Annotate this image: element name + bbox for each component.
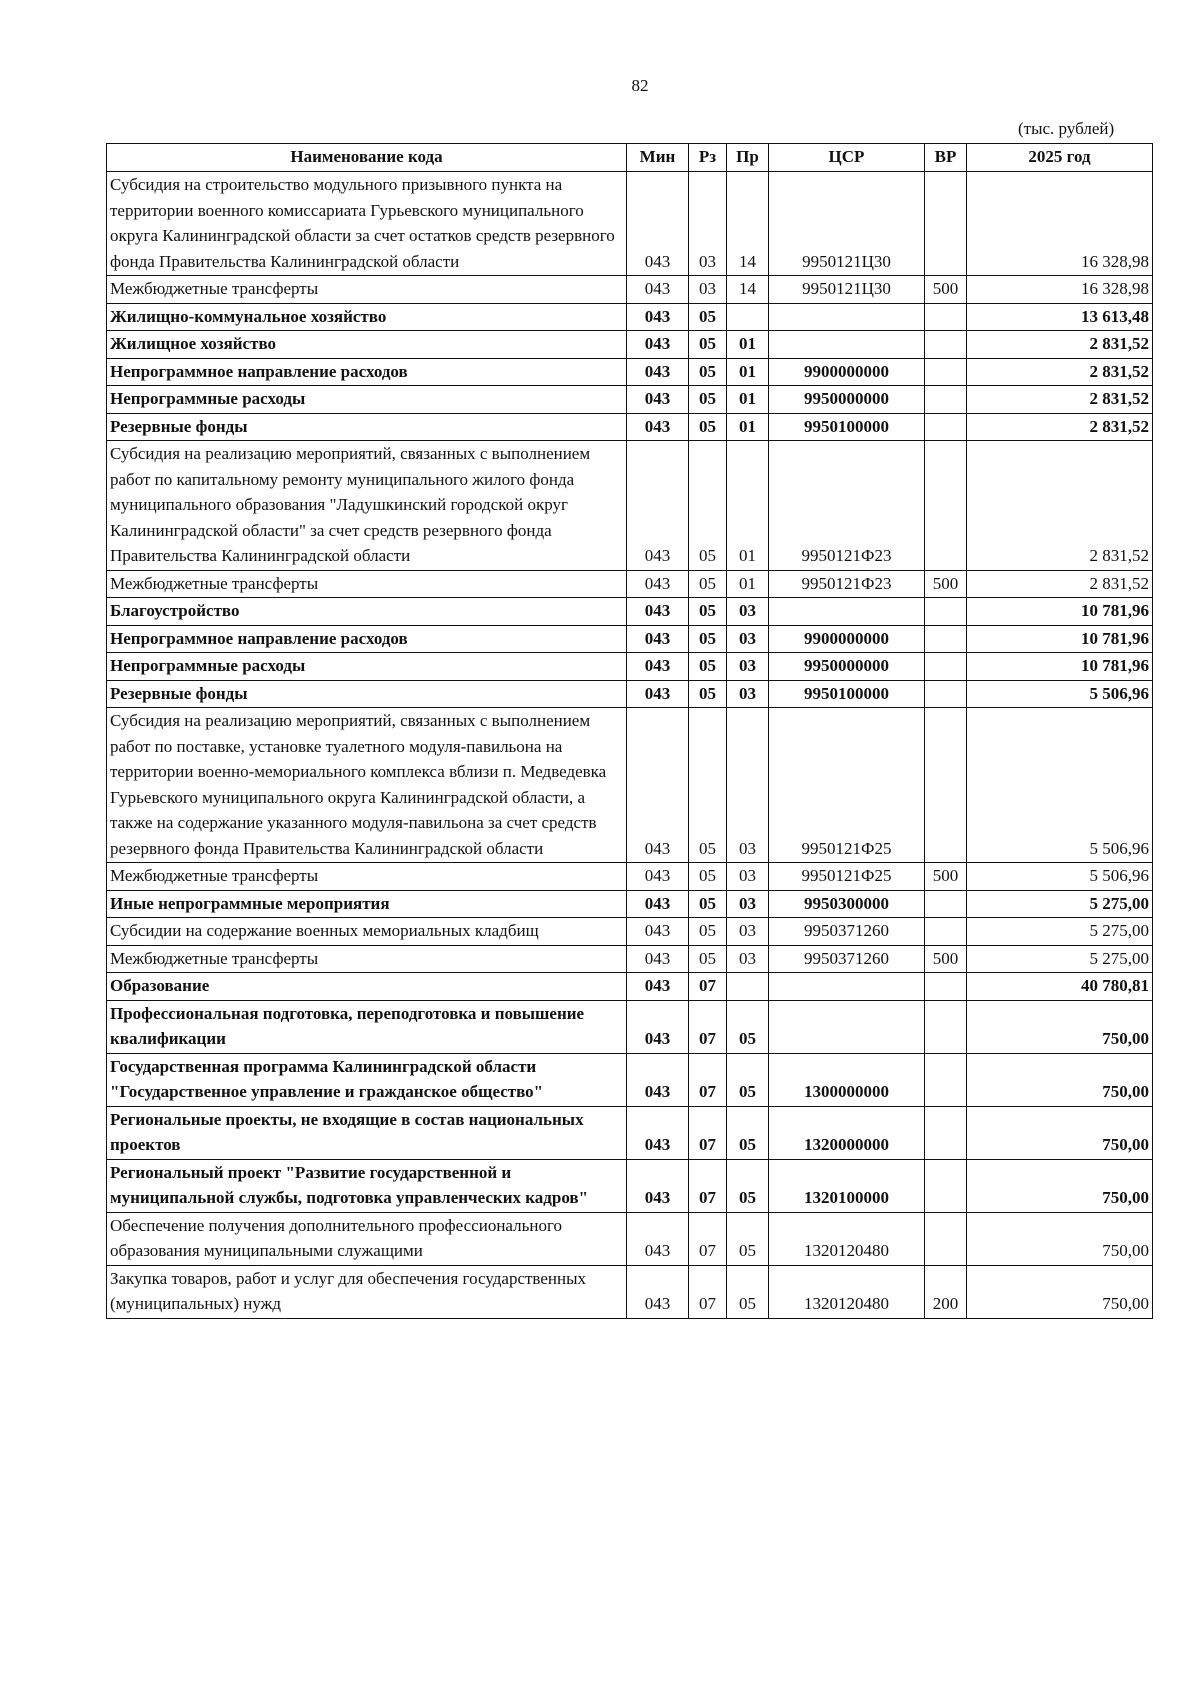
table-row	[107, 863, 1153, 891]
cell-vr	[925, 625, 967, 653]
cell-pr: 01	[727, 413, 769, 441]
cell-csr	[769, 973, 925, 1001]
table-row	[107, 441, 1153, 571]
table-row	[107, 945, 1153, 973]
cell-rz: 05	[689, 890, 727, 918]
cell-rz: 05	[689, 386, 727, 414]
cell-csr: 9900000000	[769, 625, 925, 653]
cell-min: 043	[627, 331, 689, 359]
cell-sum: 5 506,96	[967, 863, 1153, 891]
cell-pr: 03	[727, 680, 769, 708]
table-row	[107, 303, 1153, 331]
cell-vr	[925, 386, 967, 414]
cell-rz: 05	[689, 413, 727, 441]
table-row	[107, 331, 1153, 359]
cell-pr: 01	[727, 570, 769, 598]
cell-pr	[727, 303, 769, 331]
cell-name: Благоустройство	[107, 598, 627, 626]
cell-min: 043	[627, 1212, 689, 1265]
cell-sum: 2 831,52	[967, 358, 1153, 386]
cell-vr	[925, 1159, 967, 1212]
table-row	[107, 358, 1153, 386]
cell-csr: 1300000000	[769, 1053, 925, 1106]
cell-pr: 01	[727, 441, 769, 571]
cell-vr: 200	[925, 1265, 967, 1318]
cell-min: 043	[627, 172, 689, 276]
table-row	[107, 918, 1153, 946]
cell-csr: 9950100000	[769, 413, 925, 441]
cell-pr: 03	[727, 653, 769, 681]
cell-name: Непрограммное направление расходов	[107, 358, 627, 386]
cell-pr: 05	[727, 1265, 769, 1318]
budget-table	[106, 143, 1153, 1319]
cell-pr: 03	[727, 708, 769, 863]
cell-vr	[925, 680, 967, 708]
table-row	[107, 1106, 1153, 1159]
cell-pr: 05	[727, 1106, 769, 1159]
cell-csr: 9950121Ф23	[769, 441, 925, 571]
cell-pr: 05	[727, 1053, 769, 1106]
cell-name: Профессиональная подготовка, переподготовка и повышение квалификации	[107, 1000, 627, 1053]
cell-name: Субсидии на содержание военных мемориальных кладбищ	[107, 918, 627, 946]
cell-min: 043	[627, 653, 689, 681]
cell-vr	[925, 708, 967, 863]
cell-pr: 03	[727, 598, 769, 626]
cell-pr: 01	[727, 331, 769, 359]
table-row	[107, 598, 1153, 626]
cell-rz: 07	[689, 1053, 727, 1106]
cell-csr: 1320120480	[769, 1265, 925, 1318]
cell-min: 043	[627, 708, 689, 863]
table-row	[107, 708, 1153, 863]
cell-min: 043	[627, 386, 689, 414]
cell-min: 043	[627, 1000, 689, 1053]
cell-min: 043	[627, 303, 689, 331]
cell-name: Непрограммные расходы	[107, 653, 627, 681]
table-body	[107, 172, 1153, 1319]
cell-rz: 05	[689, 945, 727, 973]
cell-name: Государственная программа Калининградской области "Государственное управление и гражданское общество"	[107, 1053, 627, 1106]
cell-min: 043	[627, 945, 689, 973]
cell-csr: 1320120480	[769, 1212, 925, 1265]
cell-vr	[925, 331, 967, 359]
cell-rz: 07	[689, 1106, 727, 1159]
cell-vr	[925, 1106, 967, 1159]
page-number: 82	[631, 76, 649, 95]
cell-rz: 05	[689, 303, 727, 331]
cell-name: Жилищное хозяйство	[107, 331, 627, 359]
cell-sum: 2 831,52	[967, 413, 1153, 441]
table-row	[107, 1159, 1153, 1212]
cell-rz: 05	[689, 570, 727, 598]
cell-csr: 1320000000	[769, 1106, 925, 1159]
cell-sum: 10 781,96	[967, 625, 1153, 653]
cell-pr: 05	[727, 1000, 769, 1053]
cell-sum: 16 328,98	[967, 172, 1153, 276]
cell-rz: 07	[689, 1159, 727, 1212]
cell-pr: 03	[727, 945, 769, 973]
cell-csr: 9950100000	[769, 680, 925, 708]
table-row	[107, 625, 1153, 653]
cell-sum: 16 328,98	[967, 276, 1153, 304]
cell-csr	[769, 598, 925, 626]
cell-pr: 03	[727, 890, 769, 918]
cell-min: 043	[627, 1159, 689, 1212]
cell-name: Межбюджетные трансферты	[107, 570, 627, 598]
cell-name: Межбюджетные трансферты	[107, 863, 627, 891]
cell-rz: 03	[689, 276, 727, 304]
cell-pr: 03	[727, 918, 769, 946]
cell-name: Непрограммные расходы	[107, 386, 627, 414]
cell-name: Региональные проекты, не входящие в состав национальных проектов	[107, 1106, 627, 1159]
cell-min: 043	[627, 441, 689, 571]
cell-vr	[925, 413, 967, 441]
cell-pr: 01	[727, 386, 769, 414]
cell-csr	[769, 1000, 925, 1053]
cell-pr: 03	[727, 625, 769, 653]
cell-rz: 07	[689, 1212, 727, 1265]
cell-pr	[727, 973, 769, 1001]
table-row	[107, 172, 1153, 276]
header-name: Наименование кода	[107, 144, 627, 172]
table-row	[107, 570, 1153, 598]
cell-sum: 5 275,00	[967, 890, 1153, 918]
cell-rz: 07	[689, 1000, 727, 1053]
header-rz: Рз	[689, 144, 727, 172]
header-sum: 2025 год	[967, 144, 1153, 172]
cell-name: Непрограммное направление расходов	[107, 625, 627, 653]
cell-csr	[769, 303, 925, 331]
table-row	[107, 1000, 1153, 1053]
cell-name: Жилищно-коммунальное хозяйство	[107, 303, 627, 331]
cell-vr	[925, 358, 967, 386]
table-row	[107, 680, 1153, 708]
cell-vr	[925, 1053, 967, 1106]
cell-csr: 9950000000	[769, 653, 925, 681]
cell-sum: 2 831,52	[967, 331, 1153, 359]
cell-csr: 9950000000	[769, 386, 925, 414]
cell-min: 043	[627, 1106, 689, 1159]
cell-vr	[925, 441, 967, 571]
cell-csr: 9950121Ф23	[769, 570, 925, 598]
cell-csr: 9900000000	[769, 358, 925, 386]
cell-vr	[925, 973, 967, 1001]
cell-csr: 9950300000	[769, 890, 925, 918]
cell-rz: 05	[689, 918, 727, 946]
cell-rz: 05	[689, 863, 727, 891]
cell-name: Обеспечение получения дополнительного профессионального образования муниципальными служащими	[107, 1212, 627, 1265]
cell-name: Субсидия на реализацию мероприятий, связанных с выполнением работ по поставке, установке туалетного модуля-павильона на территории военно-мемориального комплекса вблизи п. Медведевка Гурьевского муниципального округа Калининградской области, а также на содержание указанного модуля-павильона за счет средств резервного фонда Правительства Калининградской области	[107, 708, 627, 863]
cell-sum: 5 506,96	[967, 708, 1153, 863]
table-row	[107, 973, 1153, 1001]
cell-min: 043	[627, 680, 689, 708]
cell-pr: 14	[727, 172, 769, 276]
table-header-row	[107, 144, 1153, 172]
cell-min: 043	[627, 358, 689, 386]
cell-pr: 05	[727, 1159, 769, 1212]
cell-sum: 2 831,52	[967, 441, 1153, 571]
cell-pr: 03	[727, 863, 769, 891]
cell-rz: 03	[689, 172, 727, 276]
cell-rz: 05	[689, 598, 727, 626]
cell-csr: 1320100000	[769, 1159, 925, 1212]
cell-min: 043	[627, 598, 689, 626]
cell-rz: 05	[689, 441, 727, 571]
cell-name: Региональный проект "Развитие государственной и муниципальной службы, подготовка управленческих кадров"	[107, 1159, 627, 1212]
cell-vr: 500	[925, 945, 967, 973]
cell-sum: 2 831,52	[967, 386, 1153, 414]
table-row	[107, 1265, 1153, 1318]
cell-name: Межбюджетные трансферты	[107, 276, 627, 304]
cell-name: Резервные фонды	[107, 413, 627, 441]
table-row	[107, 1053, 1153, 1106]
cell-min: 043	[627, 570, 689, 598]
cell-rz: 07	[689, 973, 727, 1001]
cell-name: Субсидия на строительство модульного призывного пункта на территории военного комиссариата Гурьевского муниципального округа Калининградской области за счет остатков средств резервного фонда Правительства Калининградской области	[107, 172, 627, 276]
cell-name: Иные непрограммные мероприятия	[107, 890, 627, 918]
cell-sum: 10 781,96	[967, 598, 1153, 626]
cell-csr: 9950371260	[769, 918, 925, 946]
cell-pr: 14	[727, 276, 769, 304]
cell-sum: 5 275,00	[967, 945, 1153, 973]
cell-pr: 01	[727, 358, 769, 386]
cell-rz: 05	[689, 680, 727, 708]
cell-min: 043	[627, 973, 689, 1001]
cell-csr: 9950121Ф25	[769, 863, 925, 891]
table-row	[107, 1212, 1153, 1265]
cell-min: 043	[627, 625, 689, 653]
table-row	[107, 386, 1153, 414]
header-vr: ВР	[925, 144, 967, 172]
cell-vr: 500	[925, 570, 967, 598]
cell-min: 043	[627, 890, 689, 918]
table-row	[107, 890, 1153, 918]
header-pr: Пр	[727, 144, 769, 172]
table-row	[107, 653, 1153, 681]
cell-csr: 9950121Ц30	[769, 172, 925, 276]
cell-vr	[925, 1000, 967, 1053]
cell-sum: 750,00	[967, 1000, 1153, 1053]
header-csr: ЦСР	[769, 144, 925, 172]
cell-vr	[925, 653, 967, 681]
cell-name: Образование	[107, 973, 627, 1001]
cell-rz: 05	[689, 708, 727, 863]
cell-min: 043	[627, 413, 689, 441]
header-min: Мин	[627, 144, 689, 172]
cell-rz: 05	[689, 625, 727, 653]
cell-rz: 05	[689, 653, 727, 681]
cell-name: Закупка товаров, работ и услуг для обеспечения государственных (муниципальных) нужд	[107, 1265, 627, 1318]
cell-csr: 9950371260	[769, 945, 925, 973]
units-label: (тыс. рублей)	[1018, 119, 1115, 138]
table-row	[107, 413, 1153, 441]
cell-vr	[925, 303, 967, 331]
cell-sum: 5 506,96	[967, 680, 1153, 708]
cell-vr	[925, 890, 967, 918]
cell-rz: 05	[689, 358, 727, 386]
cell-vr	[925, 598, 967, 626]
cell-sum: 40 780,81	[967, 973, 1153, 1001]
cell-csr: 9950121Ц30	[769, 276, 925, 304]
cell-sum: 5 275,00	[967, 918, 1153, 946]
cell-csr	[769, 331, 925, 359]
cell-sum: 2 831,52	[967, 570, 1153, 598]
cell-sum: 750,00	[967, 1212, 1153, 1265]
cell-rz: 07	[689, 1265, 727, 1318]
cell-vr	[925, 918, 967, 946]
cell-sum: 10 781,96	[967, 653, 1153, 681]
cell-sum: 750,00	[967, 1265, 1153, 1318]
cell-vr: 500	[925, 863, 967, 891]
cell-min: 043	[627, 918, 689, 946]
cell-sum: 750,00	[967, 1053, 1153, 1106]
cell-csr: 9950121Ф25	[769, 708, 925, 863]
cell-min: 043	[627, 276, 689, 304]
cell-pr: 05	[727, 1212, 769, 1265]
cell-sum: 13 613,48	[967, 303, 1153, 331]
cell-min: 043	[627, 1053, 689, 1106]
cell-rz: 05	[689, 331, 727, 359]
cell-name: Межбюджетные трансферты	[107, 945, 627, 973]
cell-vr	[925, 1212, 967, 1265]
cell-min: 043	[627, 863, 689, 891]
cell-min: 043	[627, 1265, 689, 1318]
cell-sum: 750,00	[967, 1106, 1153, 1159]
table-row	[107, 276, 1153, 304]
cell-name: Субсидия на реализацию мероприятий, связанных с выполнением работ по капитальному ремонту муниципального жилого фонда муниципального образования "Ладушкинский городской округ Калининградской области" за счет средств резервного фонда Правительства Калининградской области	[107, 441, 627, 571]
cell-name: Резервные фонды	[107, 680, 627, 708]
cell-vr	[925, 172, 967, 276]
cell-sum: 750,00	[967, 1159, 1153, 1212]
cell-vr: 500	[925, 276, 967, 304]
